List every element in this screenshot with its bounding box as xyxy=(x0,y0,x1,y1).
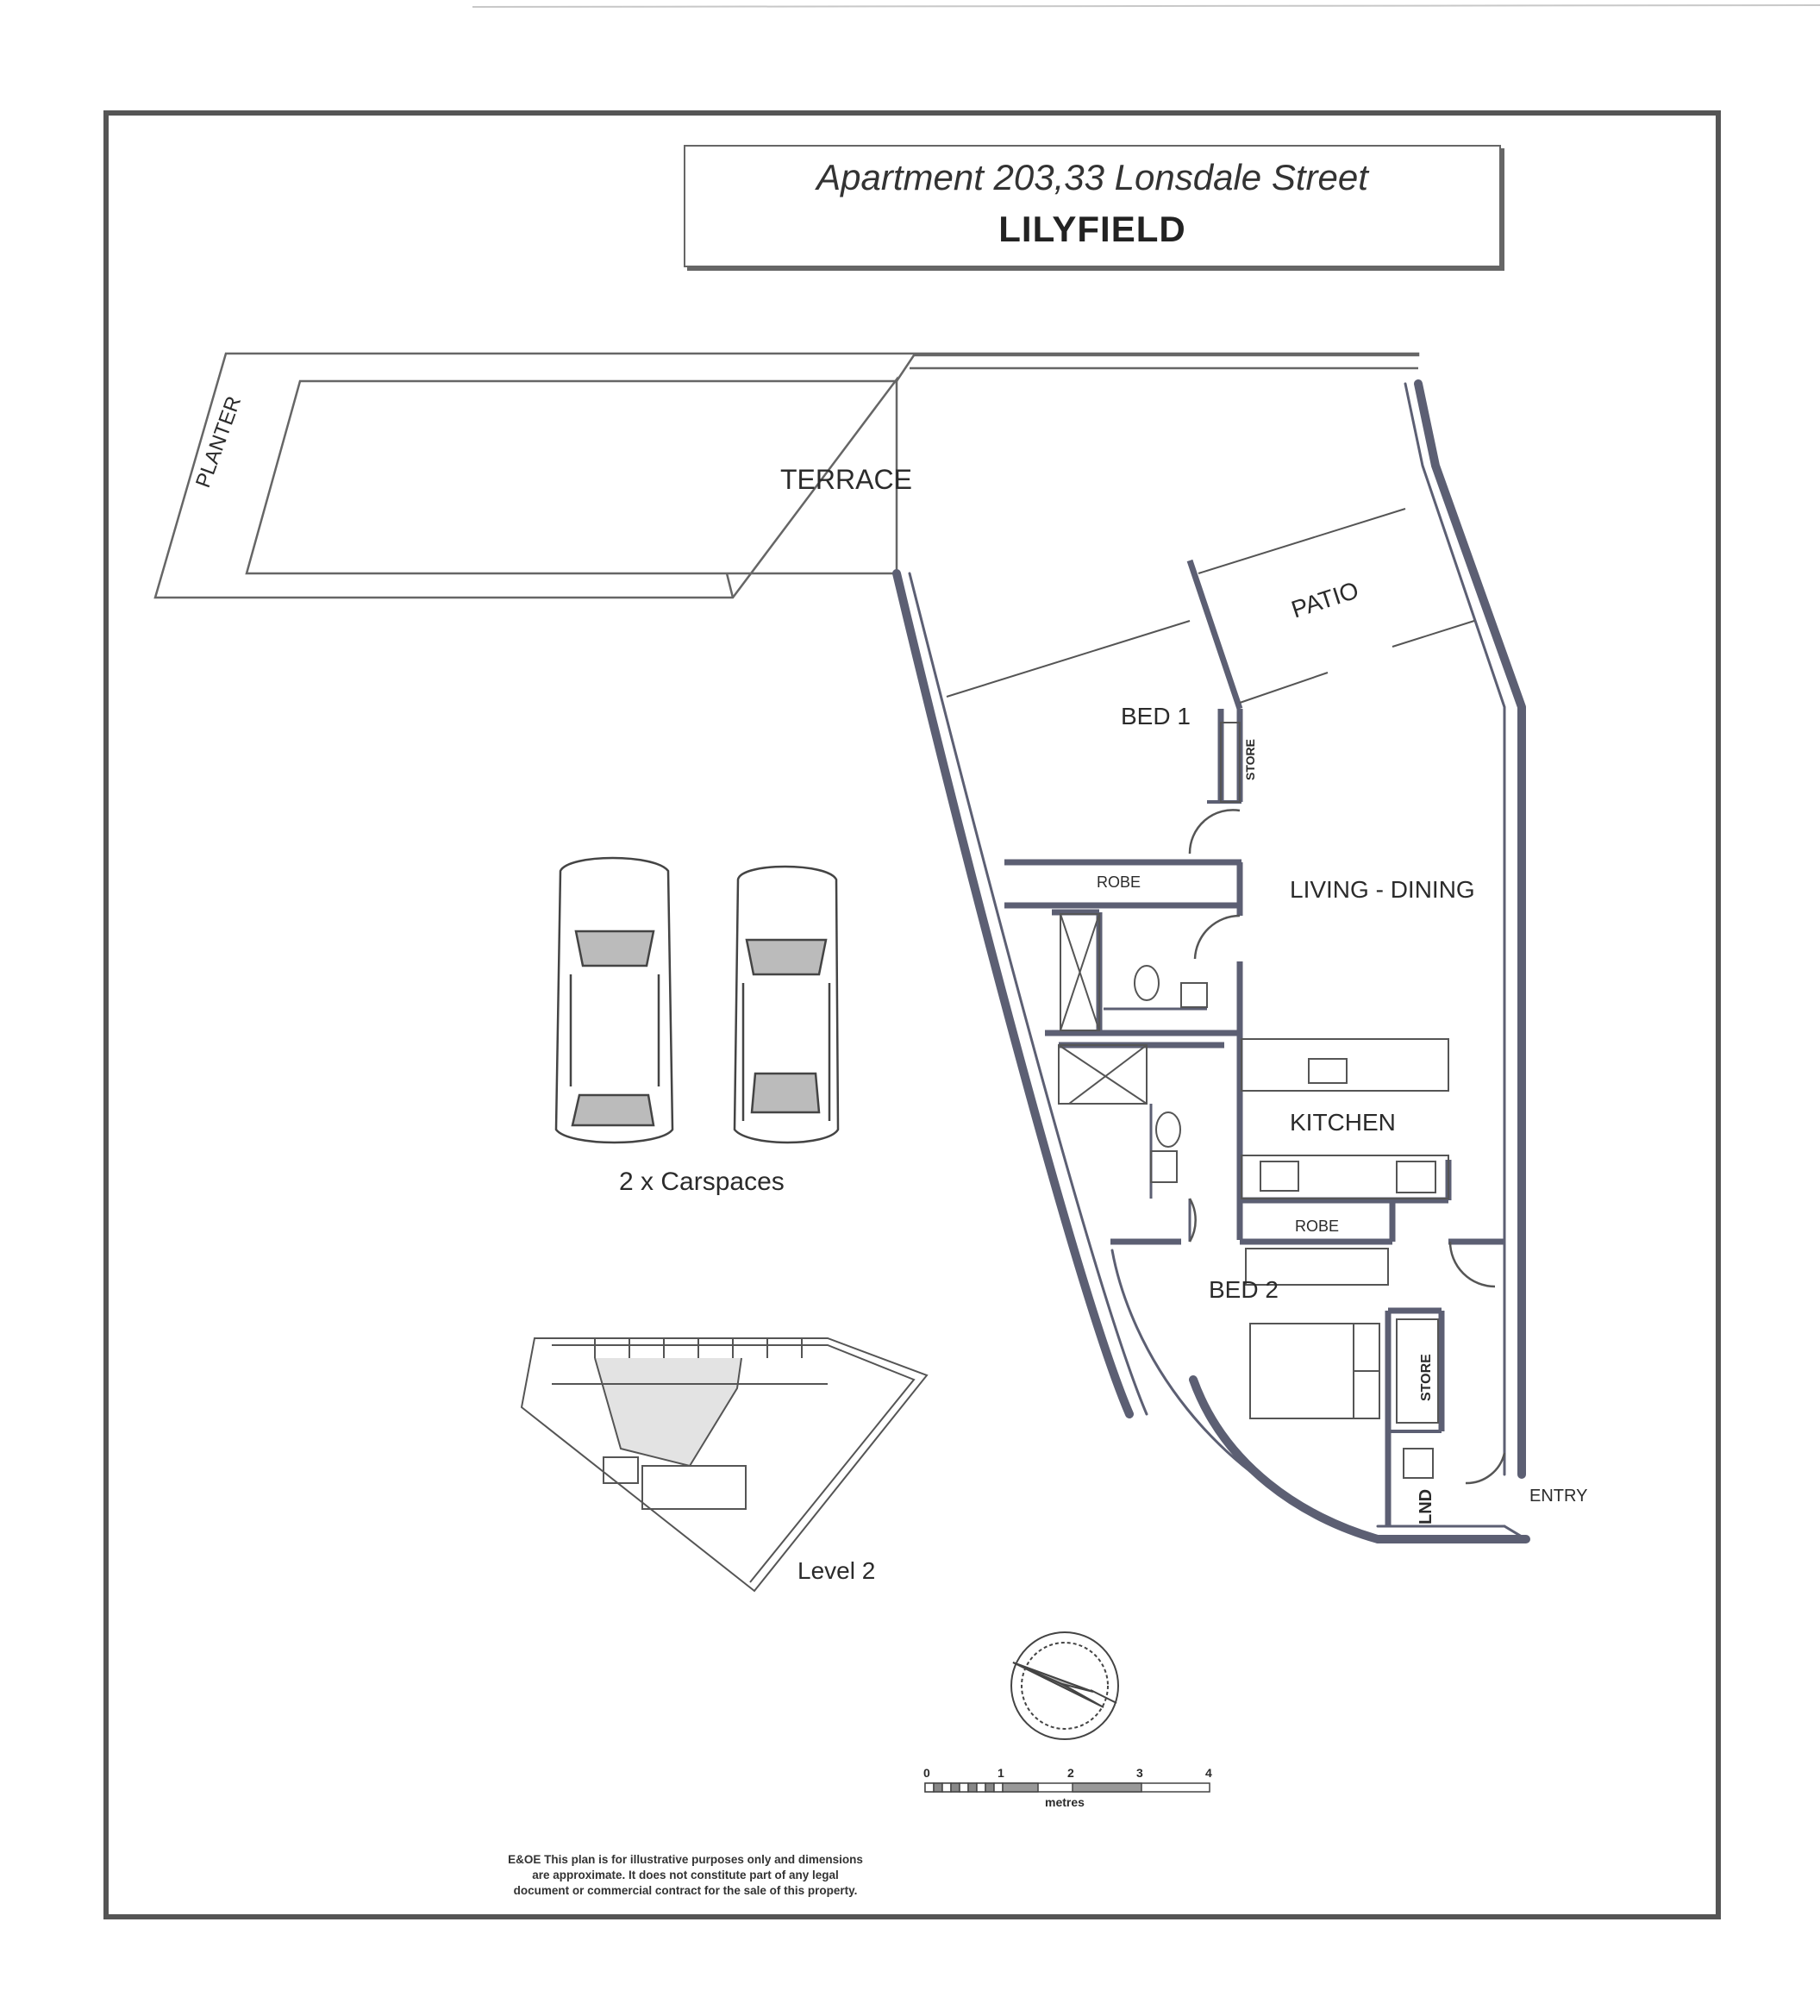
scale-unit: metres xyxy=(1045,1795,1085,1809)
car-left-icon xyxy=(556,858,672,1143)
apartment-address: Apartment 203,33 Lonsdale Street xyxy=(816,157,1368,197)
scale-tick-2: 2 xyxy=(1067,1766,1074,1780)
store-top-label: STORE xyxy=(1243,739,1257,780)
scale-bar xyxy=(925,1783,1210,1792)
entry-label: ENTRY xyxy=(1529,1487,1588,1506)
scale-tick-3: 3 xyxy=(1136,1766,1143,1780)
scale-tick-4: 4 xyxy=(1205,1766,1212,1780)
car-right-icon xyxy=(735,867,838,1143)
level-label: Level 2 xyxy=(797,1557,876,1584)
scale-tick-1: 1 xyxy=(998,1766,1004,1780)
robe-bottom-label: ROBE xyxy=(1295,1218,1340,1235)
planter-label: PLANTER xyxy=(191,392,247,491)
site-plan-map xyxy=(522,1338,927,1591)
scale-tick-0: 0 xyxy=(923,1766,930,1780)
patio-label: PATIO xyxy=(1288,576,1362,623)
disclaimer-line: are approximate. It does not constitute part of any legal xyxy=(532,1869,839,1881)
fixture-lines xyxy=(947,509,1474,1478)
robe-top-label: ROBE xyxy=(1097,873,1141,891)
disclaimer-line: E&OE This plan is for illustrative purposes only and dimensions xyxy=(508,1853,863,1866)
carspaces-label: 2 x Carspaces xyxy=(619,1168,785,1196)
scan-edge-line xyxy=(472,5,1820,7)
disclaimer-line: document or commercial contract for the sale of this property. xyxy=(513,1884,858,1897)
compass-icon xyxy=(1011,1632,1118,1739)
terrace-label: TERRACE xyxy=(780,464,912,495)
kitchen-label: KITCHEN xyxy=(1290,1109,1396,1136)
laundry-label: LND xyxy=(1417,1488,1435,1525)
store-bottom-label: STORE xyxy=(1419,1354,1434,1401)
bed2-label: BED 2 xyxy=(1209,1276,1279,1303)
disclaimer xyxy=(466,1852,905,1899)
living-dining-label: LIVING - DINING xyxy=(1290,876,1475,903)
suburb-name: LILYFIELD xyxy=(998,209,1186,249)
bed1-label: BED 1 xyxy=(1121,703,1191,729)
